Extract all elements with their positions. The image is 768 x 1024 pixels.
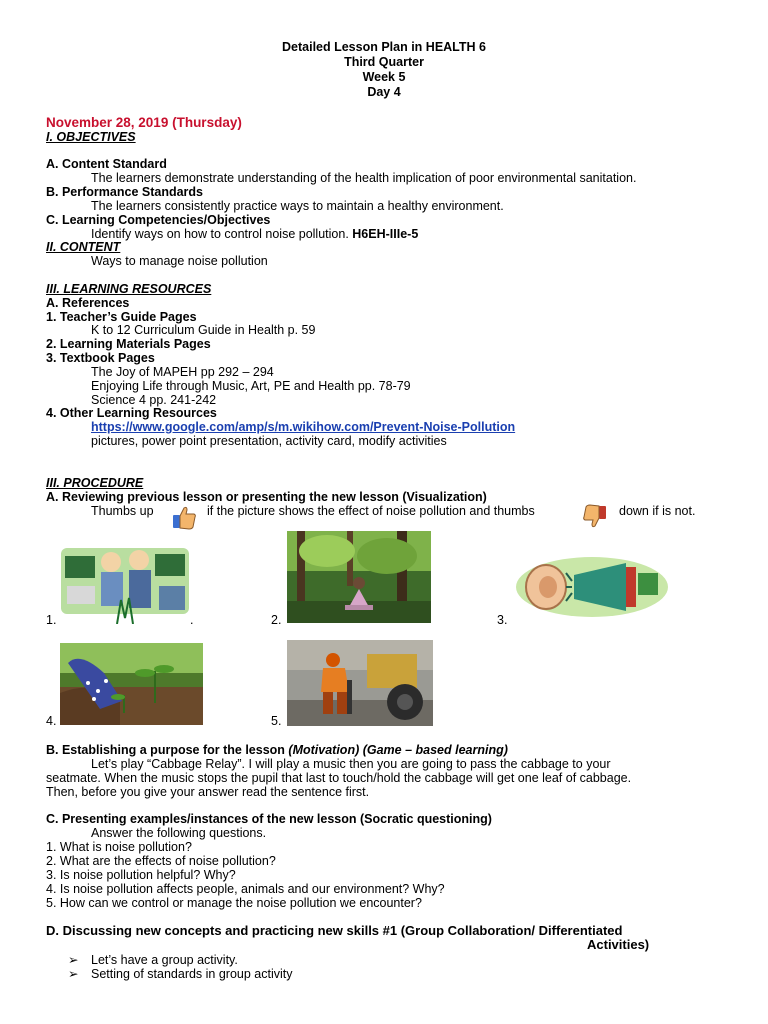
competencies-sentence: Identify ways on how to control noise pollution.	[91, 227, 349, 241]
forest-meditation-photo	[287, 531, 431, 623]
content-heading: II. CONTENT	[46, 240, 121, 254]
thumbs-up-icon	[170, 503, 198, 531]
megaphone-ear-illustration	[514, 555, 671, 618]
picture-trailing-dot: .	[190, 613, 194, 627]
content-standard-label: A. Content Standard	[46, 157, 167, 171]
picture-number: 1.	[46, 613, 57, 627]
picture-number: 2.	[271, 613, 282, 627]
thumbs-down-text: down if is not.	[619, 504, 696, 518]
competencies-text	[91, 227, 418, 241]
noisy-office-illustration	[59, 540, 191, 624]
section-d-label-cont: Activities)	[587, 937, 650, 952]
section-d-label: D. Discussing new concepts and practicing new skills #1 (Group Collaboration/ Differentiated	[46, 923, 623, 938]
textbook-label: 3. Textbook Pages	[46, 351, 155, 365]
section-b-label	[46, 743, 508, 757]
question-item: 1. What is noise pollution?	[46, 840, 192, 854]
section-b-line: Then, before you give your answer read the sentence first.	[46, 785, 370, 799]
textbook-line: Science 4 pp. 241-242	[91, 393, 217, 407]
other-resources-label: 4. Other Learning Resources	[46, 406, 217, 420]
question-item: 2. What are the effects of noise pollution?	[46, 854, 276, 868]
section-a-label: A. Reviewing previous lesson or presenting the new lesson (Visualization)	[46, 490, 487, 504]
competency-code: H6EH-IIIe-5	[352, 227, 419, 241]
competencies-label: C. Learning Competencies/Objectives	[46, 213, 271, 227]
question-item: 4. Is noise pollution affects people, animals and our environment? Why?	[46, 882, 445, 896]
thumbs-up-text: Thumbs up	[91, 504, 154, 518]
bullet-icon: ➢	[68, 953, 79, 967]
section-b-line: Let’s play “Cabbage Relay”. I will play a music then you are going to pass the cabbage to your	[91, 757, 611, 771]
day-label: Day 4	[367, 85, 401, 99]
picture-number: 4.	[46, 714, 57, 728]
wikihow-link[interactable]: https://www.google.com/amp/s/m.wikihow.com/Prevent-Noise-Pollution	[91, 420, 516, 434]
document-title: Detailed Lesson Plan in HEALTH 6	[282, 40, 486, 54]
procedure-heading: III. PROCEDURE	[46, 476, 144, 490]
textbook-line: The Joy of MAPEH pp 292 – 294	[91, 365, 274, 379]
section-b-title: B. Establishing a purpose for the lesson	[46, 743, 285, 757]
thumbs-down-icon	[581, 503, 609, 531]
teacher-guide-label: 1. Teacher’s Guide Pages	[46, 310, 197, 324]
section-b-italic: (Motivation) (Game – based learning)	[288, 743, 508, 757]
section-c-label: C. Presenting examples/instances of the new lesson (Socratic questioning)	[46, 812, 492, 826]
objectives-heading: I. OBJECTIVES	[46, 130, 136, 144]
instruction-text: if the picture shows the effect of noise pollution and thumbs	[207, 504, 535, 518]
lesson-date: November 28, 2019 (Thursday)	[46, 115, 242, 130]
other-resources-text: pictures, power point presentation, activity card, modify activities	[91, 434, 447, 448]
content-text: Ways to manage noise pollution	[91, 254, 268, 268]
learning-materials-label: 2. Learning Materials Pages	[46, 337, 211, 351]
references-label: A. References	[46, 296, 130, 310]
question-item: 3. Is noise pollution helpful? Why?	[46, 868, 236, 882]
performance-standards-label: B. Performance Standards	[46, 185, 203, 199]
section-c-intro: Answer the following questions.	[91, 826, 267, 840]
section-b-line: seatmate. When the music stops the pupil that last to touch/hold the cabbage will get one leaf of cabbage.	[46, 771, 632, 785]
planting-seedling-photo	[60, 643, 203, 725]
picture-number: 3.	[497, 613, 508, 627]
teacher-guide-text: K to 12 Curriculum Guide in Health p. 59	[91, 323, 316, 337]
activity-bullet: Let’s have a group activity.	[91, 953, 238, 967]
week-label: Week 5	[362, 70, 406, 84]
textbook-line: Enjoying Life through Music, Art, PE and Health pp. 78-79	[91, 379, 411, 393]
resources-heading: III. LEARNING RESOURCES	[46, 282, 212, 296]
activity-bullet: Setting of standards in group activity	[91, 967, 293, 981]
quarter-label: Third Quarter	[344, 55, 424, 69]
jackhammer-worker-photo	[287, 640, 433, 726]
question-item: 5. How can we control or manage the noise pollution we encounter?	[46, 896, 422, 910]
content-standard-text: The learners demonstrate understanding of the health implication of poor environmental sanitation.	[91, 171, 637, 185]
picture-number: 5.	[271, 714, 282, 728]
performance-standards-text: The learners consistently practice ways to maintain a healthy environment.	[91, 199, 504, 213]
bullet-icon: ➢	[68, 967, 79, 981]
